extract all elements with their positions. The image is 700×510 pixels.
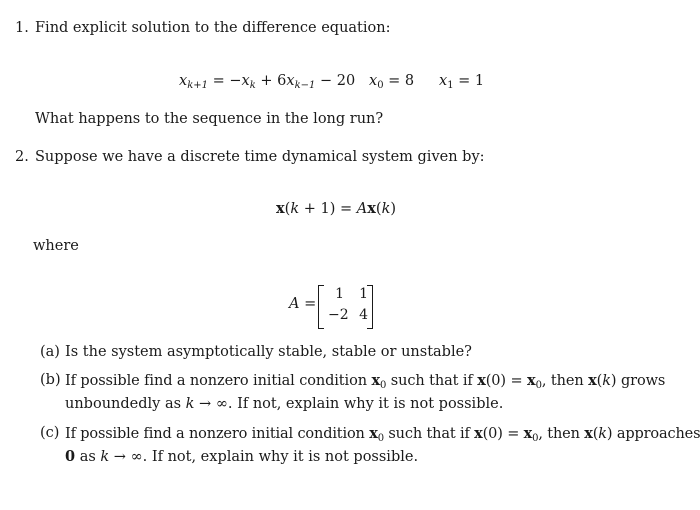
sys-paren3: ) [390,201,397,217]
eq-term1-sub: k [249,80,256,91]
ic2-sub: 1 [447,80,454,91]
ic2-rest: = 1 [453,73,485,89]
part-b-l1p6: ) grows [610,373,666,389]
part-b-k2: k [185,396,195,412]
eq-rest: − 20 [315,73,356,89]
matrix-a21: −2 [328,307,349,323]
problem-2-number: 2. [15,149,29,165]
part-b-x0: x [371,372,380,389]
system-equation [276,200,396,217]
eq-term2-sub: k−1 [294,80,316,91]
sys-paren1: ( [284,201,291,217]
part-b-l2p2: → ∞. If not, explain why it is not possible. [194,396,504,412]
part-b-l1p5: ( [596,373,603,389]
part-c-k2: k [100,449,110,465]
part-b-k: k [602,373,611,389]
sys-plus: + 1) = [299,201,357,217]
matrix-left-bracket [318,285,324,329]
part-b-l1p3: (0) = [485,373,528,389]
part-c-x0-sub: 0 [377,433,384,444]
eq-lhs-sub: k+1 [187,80,208,91]
part-b-l1p4: , then [541,373,589,389]
eq-lhs: x [179,73,188,89]
part-c-line1 [65,425,700,442]
part-c-x0b-sub: 0 [532,433,539,444]
problem-1-number: 1. [15,20,29,36]
part-c-line2 [65,448,418,465]
matrix-label: A = [289,296,317,312]
part-b-x0-sub: 0 [380,380,387,391]
part-c-x0: x [369,425,378,442]
sys-x2: x [367,200,376,217]
part-b-l1p1: If possible find a nonzero initial condition [65,373,372,389]
difference-equation [179,73,355,89]
matrix-a11: 1 [335,286,344,302]
initial-condition-x0 [369,73,414,89]
sys-k1: k [290,201,300,217]
part-c-l1p3: (0) = [482,426,524,442]
part-c-xk: x [584,425,593,442]
where-label: where [33,238,79,254]
part-c-l2p1: as [75,449,101,465]
part-c-l2p2: → ∞. If not, explain why it is not possible. [109,449,419,465]
part-c-l1p5: ( [592,426,599,442]
part-c-label: (c) [40,425,60,441]
part-b-line2 [65,396,503,412]
sys-paren2: ( [375,201,382,217]
part-c-l1p6: ) approaches [606,426,700,442]
eq-term2: x [286,73,295,89]
problem-1-text: Find explicit solution to the difference equation: [35,20,391,36]
part-b-l2p1: unboundedly as [65,396,186,412]
initial-condition-x1 [439,73,484,89]
eq-term1: x [241,73,250,89]
part-b-line1 [65,372,665,389]
part-c-l1p1: If possible find a nonzero initial condition [65,426,370,442]
problem-1-question: What happens to the sequence in the long run? [35,111,384,127]
part-c-k: k [598,426,607,442]
part-b-xk: x [588,372,597,389]
part-a-label: (a) [40,344,60,360]
eq-op1: + 6 [255,73,287,89]
ic2-var: x [439,73,448,89]
sys-k2: k [381,201,391,217]
ic1-sub: 0 [377,80,384,91]
part-c-l1p2: such that if [383,426,475,442]
eq-equals: = − [208,73,242,89]
part-a-text: Is the system asymptotically stable, stable or unstable? [65,344,472,360]
part-b-l1p2: such that if [386,373,478,389]
part-c-zero: 0 [65,448,76,465]
part-c-x0b: x [523,425,533,442]
sys-x1: x [276,200,285,217]
part-b-x0b: x [527,372,536,389]
part-b-xb: x [477,372,486,389]
part-b-x0b-sub: 0 [535,380,542,391]
problem-2-text: Suppose we have a discrete time dynamical system given by: [35,149,485,165]
matrix-a12: 1 [359,286,368,302]
ic1-rest: = 8 [383,73,415,89]
sys-A: A [356,201,368,217]
matrix-a22: 4 [359,307,368,323]
part-b-label: (b) [40,372,61,388]
part-c-l1p4: , then [538,426,585,442]
ic1-var: x [369,73,378,89]
part-c-xb: x [474,425,483,442]
